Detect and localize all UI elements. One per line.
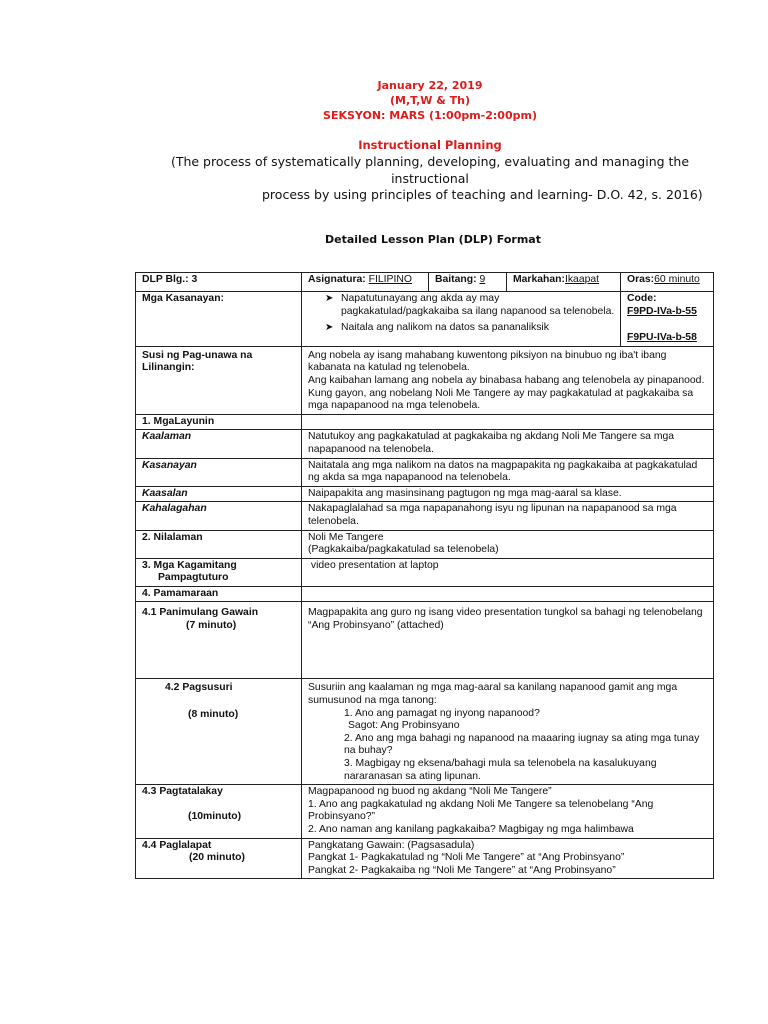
step-2-row: [136, 679, 714, 785]
subject-label: Asignatura:: [308, 274, 369, 285]
arrow-bullet-icon: ➤: [325, 293, 334, 304]
lesson-days: (M,T,W & Th): [389, 94, 470, 107]
time-cell: [621, 273, 714, 292]
materials-row: [136, 558, 714, 586]
understanding-label: Susi ng Pag-unawa na Lilinangin:: [136, 346, 302, 414]
step-4-label: 4.4 Paglalapat (20 minuto): [136, 838, 302, 879]
step-3-row: [136, 785, 714, 838]
quarter-value: Ikaapat: [564, 274, 600, 285]
objectives-label: 1. MgaLayunin: [136, 414, 302, 430]
lesson-date: January 22, 2019: [377, 79, 483, 92]
step-1-label: 4.1 Panimulang Gawain (7 minuto): [136, 602, 302, 679]
skills-list: [308, 293, 615, 335]
info-row: [136, 273, 714, 292]
skills-label: Mga Kasanayan:: [136, 292, 302, 347]
step-4-text: Pangkatang Gawain: (Pagsasadula) Pangkat 1- Pagkakatulad ng “Noli Me Tangere” at “Ang Probinsyano” Pangkat 2- Pagkakaiba ng “Noli Me Tangere” at “Ang Probinsyano”: [302, 838, 714, 879]
materials-text: video presentation at laptop: [302, 558, 714, 586]
materials-label: 3. Mga Kagamitang Pampagtuturo: [136, 558, 302, 586]
skill-item: ➤ Napatutunayang ang akda ay may pagkakatulad/pagkakaiba sa ilang napanood sa telenobela.: [325, 293, 615, 317]
objective-row: Kaasalan Naipapakita ang masinsinang pagtugon ng mga mag-aaral sa klase.: [136, 486, 714, 502]
step-2-text: Susuriin ang kaalaman ng mga mag-aaral sa kanilang napanood gamit ang mga sumusunod na mga tanong: 1. Ano ang pamagat ng inyong napanood? Sagot: Ang Probinsyano 2. Ano ang mga bahagi ng napanood na maaaring iugnay sa ating mga tunay na buhay? 3. Magbigay ng eksena/bahagi mula sa telenobela na kasalukuyang nararanasan sa ating lipunan.: [302, 679, 714, 785]
quarter-cell: [507, 273, 621, 292]
objective-row: Kasanayan Naitatala ang mga nalikom na datos na magpapakita ng pagkakaiba at pagkakatulad ng akda sa mga napapanood na telenobela.: [136, 458, 714, 486]
quarter-label: Markahan:: [513, 274, 565, 285]
skill-item: ➤ Naitala ang nalikom na datos sa pananaliksik: [325, 322, 549, 334]
procedure-row: [136, 586, 714, 602]
objectives-header-row: [136, 414, 714, 430]
time-value: 60 minuto: [654, 274, 700, 285]
description-line-3: process by using principles of teaching and learning- D.O. 42, s. 2016): [262, 187, 703, 202]
content-row: [136, 530, 714, 558]
grade-cell: [429, 273, 507, 292]
step-2-label: 4.2 Pagsusuri (8 minuto): [136, 679, 302, 785]
code-2: F9PU-IVa-b-58: [627, 332, 697, 344]
skills-row: [136, 292, 714, 347]
subject-cell: [302, 273, 429, 292]
content-text: Noli Me Tangere (Pagkakaiba/pagkakatulad sa telenobela): [302, 530, 714, 558]
dlp-number: DLP Blg.: 3: [136, 273, 302, 292]
lesson-plan-table: [135, 272, 714, 879]
objective-row: Kahalagahan Nakapaglalahad sa mga napapanahong isyu ng lipunan na napapanood sa mga telenobela.: [136, 502, 714, 530]
code-cell: [621, 292, 714, 347]
step-1-text: Magpapakita ang guro ng isang video presentation tungkol sa bahagi ng telenobelang “Ang Probinsyano” (attached): [302, 602, 714, 679]
grade-value: 9: [479, 274, 486, 285]
understanding-text: Ang nobela ay isang mahabang kuwentong piksiyon na binubuo ng iba't ibang kabanata na katulad ng telenobela. Ang kaibahan lamang ang nobela ay binabasa habang ang telenobela ay pinapanood. Kung gayon, ang nobelang Noli Me Tangere ay may pagkakatulad at pagkakaiba sa mga napapanood na mga telenobela.: [302, 346, 714, 414]
procedure-label: 4. Pamamaraan: [136, 586, 302, 602]
format-title: Detailed Lesson Plan (DLP) Format: [325, 233, 541, 246]
description-line-2: instructional: [391, 171, 469, 186]
content-label: 2. Nilalaman: [136, 530, 302, 558]
objective-row: Kaalaman Natutukoy ang pagkakatulad at pagkakaiba ng akdang Noli Me Tangere sa mga napapanood na telenobela.: [136, 430, 714, 458]
lesson-section: SEKSYON: MARS (1:00pm-2:00pm): [323, 109, 537, 122]
grade-label: Baitang:: [435, 274, 480, 285]
description-line-1: (The process of systematically planning, developing, evaluating and managing the: [170, 154, 690, 169]
code-1: F9PD-IVa-b-55: [627, 305, 697, 317]
step-4-row: [136, 838, 714, 879]
step-1-row: [136, 602, 714, 679]
document-title: Instructional Planning: [358, 138, 502, 152]
skills-list-cell: [302, 292, 621, 347]
code-label: Code:: [627, 293, 657, 304]
time-label: Oras:: [627, 274, 655, 285]
arrow-bullet-icon: ➤: [325, 322, 334, 334]
step-3-text: Magpapanood ng buod ng akdang “Noli Me Tangere” 1. Ano ang pagkakatulad ng akdang Noli Me Tangere sa telenobelang “Ang Probinsyano?” 2. Ano naman ang kanilang pagkakaiba? Magbigay ng mga halimbawa: [302, 785, 714, 838]
step-3-label: 4.3 Pagtatalakay (10minuto): [136, 785, 302, 838]
subject-value: FILIPINO: [368, 274, 412, 285]
understanding-row: [136, 346, 714, 414]
